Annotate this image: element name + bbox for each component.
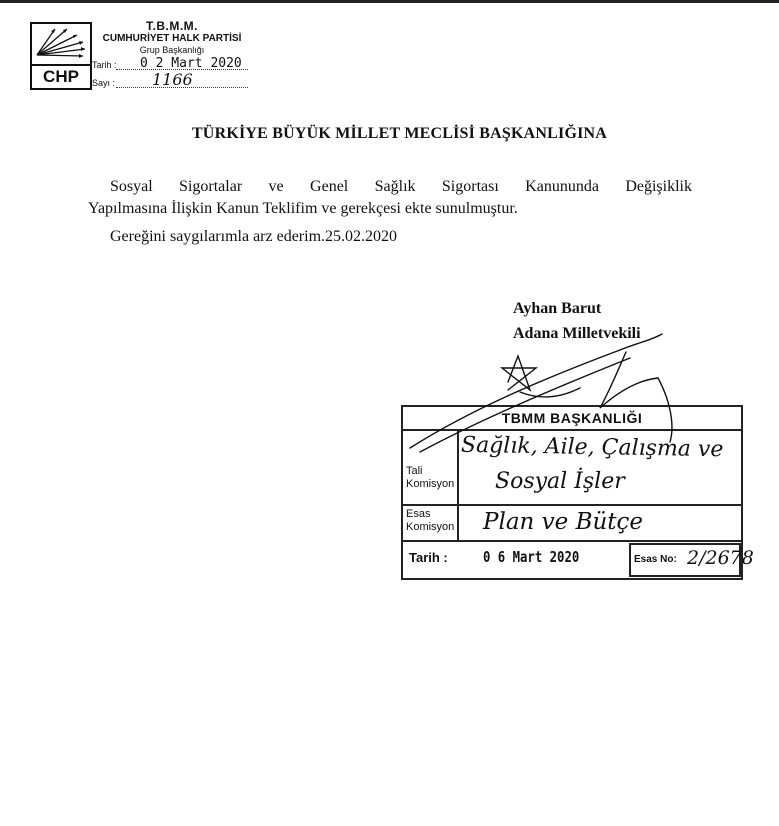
letterhead-unit: Grup Başkanlığı — [139, 45, 205, 55]
tali-komisyon-value-1: Sağlık, Aile, Çalışma ve — [460, 432, 724, 463]
tali-label-line-1: Tali — [406, 465, 423, 477]
signatory-name: Ayhan Barut — [513, 300, 602, 317]
esas-no-value: 2/2678 — [687, 547, 754, 569]
body-paragraph-1-line-2: Yapılmasına İlişkin Kanun Teklifim ve gerekçesi ekte sunulmuştur. — [88, 200, 518, 217]
chp-logo-text: CHP — [32, 64, 90, 88]
body-paragraph-1-line-1: Sosyal Sigortalar ve Genel Sağlık Sigortası Kanununda Değişiklik — [110, 178, 692, 195]
letterhead-date-value: 0 2 Mart 2020 — [140, 56, 242, 71]
tali-label-line-2: Komisyon — [406, 478, 455, 490]
letterhead-text — [92, 20, 252, 56]
body-paragraph-1 — [88, 176, 692, 220]
signatory-title: Adana Milletvekili — [513, 325, 641, 342]
stamp-row-separator — [403, 540, 741, 542]
top-border-line — [0, 0, 779, 3]
body-paragraph-2: Gereğini saygılarımla arz ederim.25.02.2020 — [110, 228, 398, 245]
stamp-date-label: Tarih : — [409, 550, 448, 565]
letterhead-number-value: 1166 — [152, 70, 193, 89]
esas-no-box — [629, 543, 754, 577]
letterhead-number-row — [92, 70, 248, 90]
letterhead-party: CUMHURİYET HALK PARTİSİ — [102, 33, 242, 44]
esas-komisyon-label — [403, 506, 459, 541]
chp-logo — [30, 22, 92, 90]
esas-komisyon-value: Plan ve Bütçe — [483, 509, 644, 535]
six-arrows-icon — [33, 25, 89, 61]
esas-no-label: Esas No: — [634, 554, 677, 565]
stamp-date-value: 0 6 Mart 2020 — [483, 548, 580, 566]
handwritten-signature — [390, 330, 690, 470]
esas-label-line-2: Komisyon — [406, 521, 455, 533]
letterhead-org: T.B.M.M. — [146, 19, 198, 33]
letterhead-date-label: Tarih : — [92, 60, 117, 70]
stamp-header: TBMM BAŞKANLIĞI — [403, 407, 741, 431]
tali-komisyon-value-2: Sosyal İşler — [495, 469, 625, 494]
document-heading: TÜRKİYE BÜYÜK MİLLET MECLİSİ BAŞKANLIĞINA — [191, 125, 608, 142]
esas-label-line-1: Esas — [406, 508, 431, 520]
letterhead-number-label: Sayı : — [92, 78, 116, 88]
